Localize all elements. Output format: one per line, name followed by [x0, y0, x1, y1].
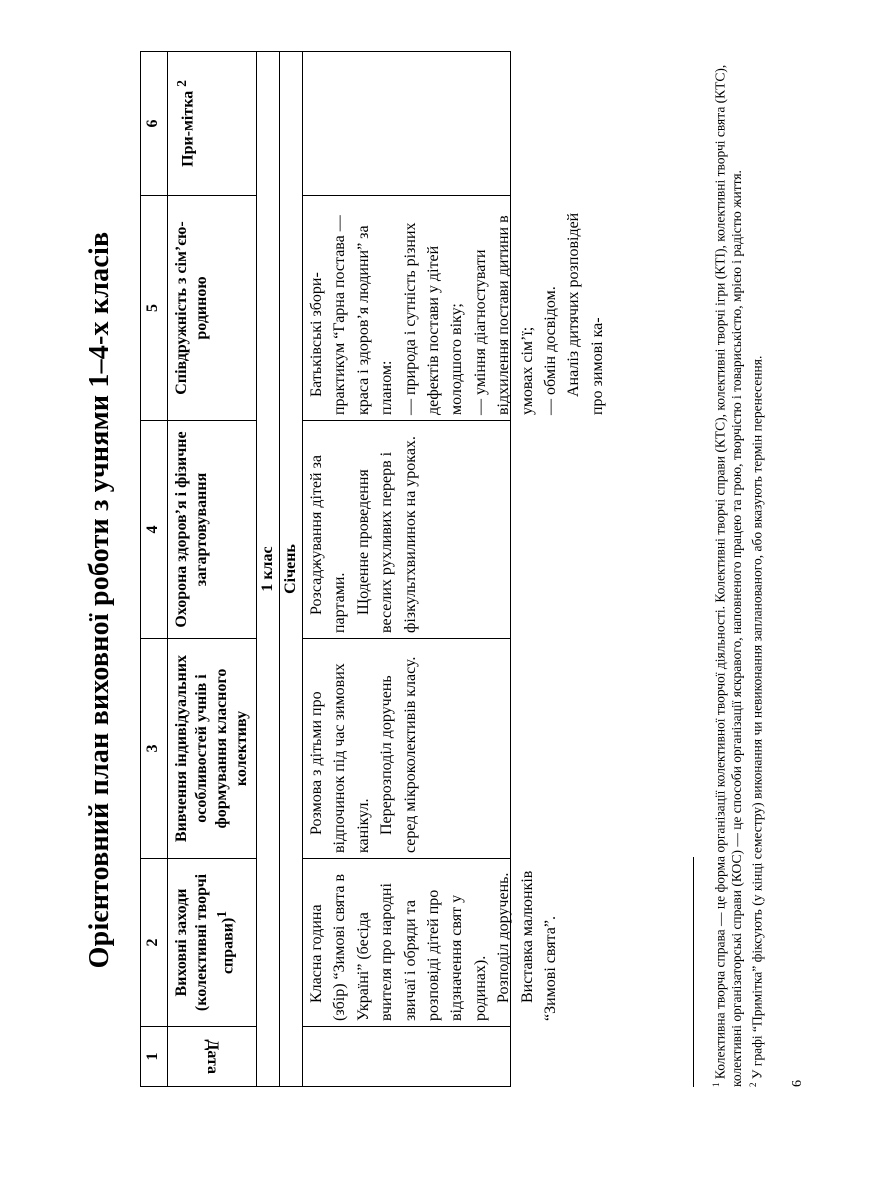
cell-date — [303, 1027, 511, 1087]
cell-events — [303, 859, 560, 1027]
plan-table — [140, 51, 606, 1087]
table-row — [303, 52, 511, 1087]
column-number-row — [141, 52, 168, 1087]
cell-note — [303, 52, 511, 196]
header-date: Дата — [168, 1027, 257, 1087]
cell-paragraph: Перерозподіл доручень серед мікроколективів класу. — [378, 656, 419, 853]
section-month: Січень — [280, 52, 303, 1087]
column-number: 5 — [141, 196, 168, 421]
column-number: 4 — [141, 421, 168, 639]
header-health: Охорона здоров’я і фізичне загартовування — [168, 421, 257, 639]
cell-paragraph: — уміння діагностувати відхилення постави дитини в умовах сім’ї; — [471, 215, 536, 415]
footnote-1: $^1$ Колективна творча справа — це форма організації колективної творчої діяльності. Колективні творчі справи (КТС), колективні творчі ігри (КТІ), колективні творчі свята (КТС), колективні організаторські справи (КОС) — це способи організації яскравого, наповненого працею та грою, творчістю і товариськістю, мрією і радістю життя. — [711, 64, 744, 1087]
header-row — [168, 52, 257, 1087]
cell-paragraph: Розподіл доручень. — [495, 872, 513, 1003]
cell-paragraph: Розсаджування дітей за партами. — [308, 454, 349, 633]
header-study: Вивчення індивідуальних особливостей учнів і формування класного колективу — [168, 639, 257, 859]
footnotes — [708, 47, 765, 1087]
page-title: Орієнтовний план виховної роботи з учнями 1–4-х класів — [84, 231, 115, 969]
cell-health — [303, 421, 511, 639]
header-events: Виховні заходи (колективні творчі справи)$^1$ — [168, 859, 257, 1027]
cell-paragraph: Розмова з дітьми про відпочинок під час зимових канікул. — [308, 663, 372, 853]
column-number: 3 — [141, 639, 168, 859]
cell-paragraph: — природа і сутність різних дефектів постави у дітей молодшого віку; — [401, 222, 466, 415]
section-row-month — [280, 52, 303, 1087]
cell-family — [303, 196, 606, 421]
column-number: 6 — [141, 52, 168, 196]
cell-paragraph: Батьківські збори-практикум “Гарна постава — краса і здоров’я людини” за планом: — [308, 215, 396, 415]
cell-paragraph: Класна година (збір) “Зимові свята в Україні” (бесіда вчителя про народні звичаї і обряди та розповіді дітей про відзначення свят у родинах). — [308, 873, 489, 1021]
section-row-grade — [257, 52, 280, 1087]
header-family: Співдружність з сім’єю-родиною — [168, 196, 257, 421]
page-number: 6 — [790, 1080, 805, 1087]
cell-paragraph: Виставка малюнків “Зимові свята”. — [518, 870, 560, 1021]
cell-paragraph: Щоденне проведення веселих рухливих перерв і фізкультхвилинок на уроках. — [354, 436, 419, 633]
section-grade: 1 клас — [257, 52, 280, 1087]
column-number: 1 — [141, 1027, 168, 1087]
column-number: 2 — [141, 859, 168, 1027]
footnote-rule — [693, 857, 694, 1087]
cell-study — [303, 639, 511, 859]
header-note: При-мітка $^2$ — [168, 52, 257, 196]
footnote-2: $^2$ У графі “Примітка” фіксують (у кінці семестру) виконання чи невиконання запланованого, або вказують термін перенесення. — [747, 355, 764, 1087]
cell-paragraph: Аналіз дитячих розповідей про зимові ка- — [565, 212, 606, 415]
cell-paragraph: — обмін досвідом. — [542, 286, 560, 415]
